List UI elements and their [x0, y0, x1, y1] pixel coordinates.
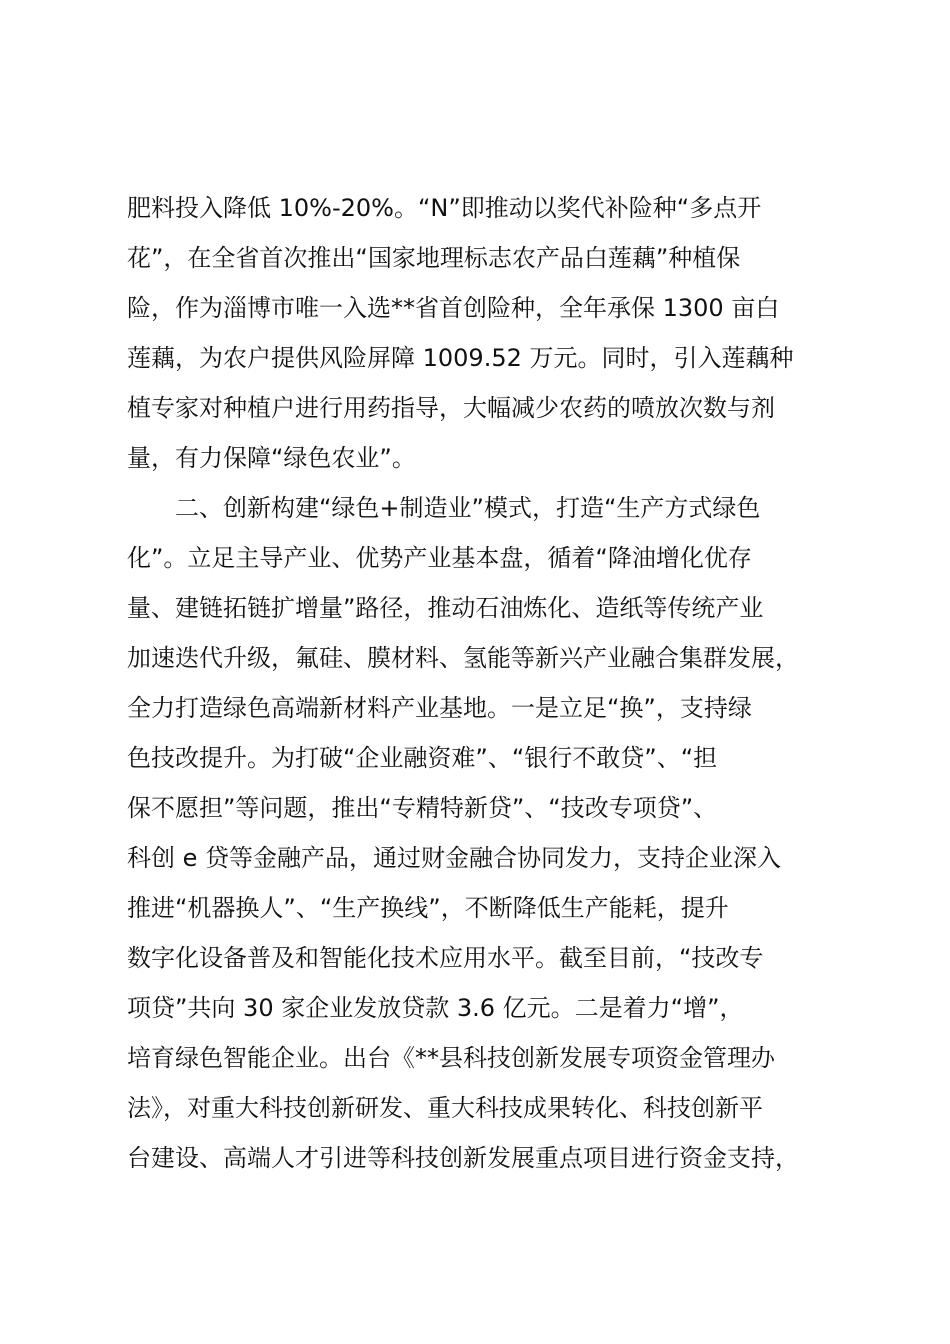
text-line: 量、建链拓链扩增量”路径，推动石油炼化、造纸等传统产业	[127, 594, 764, 622]
text-line: 数字化设备普及和智能化技术应用水平。截至目前，“技改专	[127, 944, 764, 972]
text-line: 全力打造绿色高端新材料产业基地。一是立足“换”，支持绿	[127, 694, 752, 722]
text-line: 量，有力保障“绿色农业”。	[127, 444, 416, 472]
text-line: 二、创新构建“绿色+制造业”模式，打造“生产方式绿色	[127, 494, 761, 522]
text-line: 花”，在全省首次推出“国家地理标志农产品白莲藕”种植保	[127, 244, 741, 272]
text-line: 推进“机器换人”、“生产换线”，不断降低生产能耗，提升	[127, 894, 729, 922]
body-text	[127, 183, 847, 1183]
text-line: 险，作为淄博市唯一入选**省首创险种，全年承保 1300 亩白	[127, 294, 780, 322]
text-line: 化”。立足主导产业、优势产业基本盘，循着“降油增化优存	[127, 544, 752, 572]
text-line: 肥料投入降低 10%-20%。“N”即推动以奖代补险种“多点开	[127, 194, 762, 222]
text-line: 莲藕，为农户提供风险屏障 1009.52 万元。同时，引入莲藕种	[127, 344, 794, 372]
text-line: 加速迭代升级，氟硅、膜材料、氢能等新兴产业融合集群发展，	[127, 644, 799, 672]
text-line: 色技改提升。为打破“企业融资难”、“银行不敢贷”、“担	[127, 744, 718, 772]
text-line: 项贷”共向 30 家企业发放贷款 3.6 亿元。二是着力“增”，	[127, 994, 744, 1022]
text-line: 植专家对种植户进行用药指导，大幅减少农药的喷放次数与剂	[127, 394, 775, 422]
text-line: 法》，对重大科技创新研发、重大科技成果转化、科技创新平	[127, 1094, 763, 1122]
text-line: 培育绿色智能企业。出台《**县科技创新发展专项资金管理办	[127, 1044, 775, 1072]
text-line: 科创 e 贷等金融产品，通过财金融合协同发力，支持企业深入	[127, 844, 782, 872]
text-line: 保不愿担”等问题，推出“专精特新贷”、“技改专项贷”、	[127, 794, 718, 822]
text-line: 台建设、高端人才引进等科技创新发展重点项目进行资金支持，	[127, 1144, 799, 1172]
